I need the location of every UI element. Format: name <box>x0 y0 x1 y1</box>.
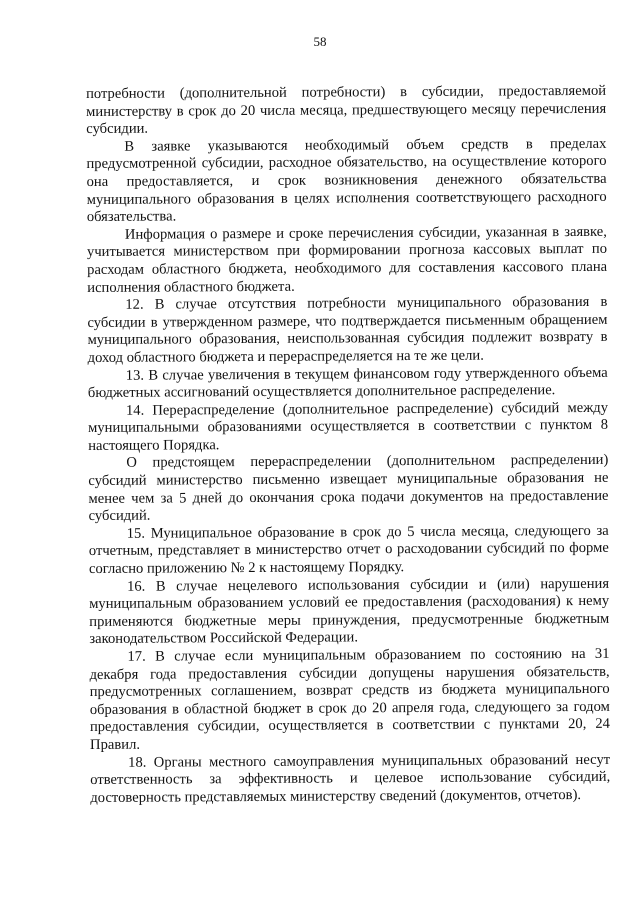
paragraph-item-17: 17. В случае если муниципальным образованием по состоянию на 31 декабря года предоставления субсидии допущены нарушения обязательств, предусмотренных соглашением, возврат средств из бюджета муниципального образования в областной бюджет в срок до 20 апреля года, следующего за годом предоставления субсидии, осуществляется в соответствии с пунктами 20, 24 Правил. <box>89 645 610 753</box>
paragraph-item-16: 16. В случае нецелевого использования субсидии и (или) нарушения муниципальным образованием условий ее предоставления (расходования) к нему применяются бюджетные меры принуждения, предусмотренные бюджетным законодательством Российской Федерации. <box>89 575 610 648</box>
paragraph-application-content: В заявке указываются необходимый объем средств в пределах предусмотренной субсидии, расходное обязательство, на осуществление которого она предоставляется, и срок возникновения денежного обязательства муниципального образования в целях исполнения соответствующего расходного обязательства. <box>86 135 607 226</box>
paragraph-continuation: потребности (дополнительной потребности) в субсидии, предоставляемой министерству в срок до 20 числа месяца, предшествующего месяцу перечисления субсидии. <box>86 82 607 138</box>
paragraph-item-15: 15. Муниципальное образование в срок до 5 числа месяца, следующего за отчетным, представляет в министерство отчет о расходовании субсидий по форме согласно приложению № 2 к настоящему Порядку. <box>88 522 609 578</box>
paragraph-item-12: 12. В случае отсутствия потребности муниципального образования в субсидии в утвержденном размере, что подтверждается письменным обращением муниципального образования, неиспользованная субсидия подлежит возврату в доход областного бюджета и перераспределяется на те же цели. <box>87 293 608 366</box>
paragraph-forecast-info: Информация о размере и сроке перечисления субсидии, указанная в заявке, учитывается министерством при формировании прогноза кассовых выплат по расходам областного бюджета, необходимого для составления кассового плана исполнения областного бюджета. <box>86 223 608 296</box>
paragraph-redistribution-notice: О предстоящем перераспределении (дополнительном распределении) субсидий министерство письменно извещает муниципальные образования не менее чем за 5 дней до окончания срока подачи документов на предоставление субсидий. <box>88 452 609 525</box>
paragraph-item-18: 18. Органы местного самоуправления муниципальных образований несут ответственность за эффективность и целевое использование субсидий, достоверность представляемых министерству сведений (документов, отчетов). <box>90 751 611 806</box>
page-number: 58 <box>313 34 327 49</box>
paragraph-item-13: 13. В случае увеличения в текущем финансовом году утвержденного объема бюджетных ассигнований осуществляется дополнительное распределение. <box>87 364 608 402</box>
document-body <box>86 83 610 808</box>
paragraph-item-14: 14. Перераспределение (дополнительное распределение) субсидий между муниципальными образованиями осуществляется в соответствии с пунктом 8 настоящего Порядка. <box>88 399 609 454</box>
